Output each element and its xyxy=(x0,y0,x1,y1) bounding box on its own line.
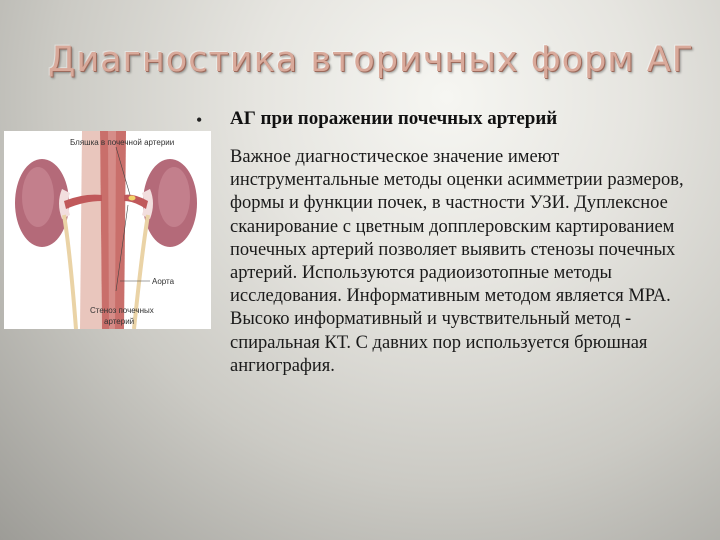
vena-cava xyxy=(80,131,102,329)
stenosis-label-line2: артерий xyxy=(104,317,135,326)
bullet-marker: • xyxy=(196,110,203,130)
aorta-label: Аорта xyxy=(152,277,175,286)
slide-title: Диагностика вторичных форм АГ xyxy=(48,40,695,80)
plaque-label: Бляшка в почечной артерии xyxy=(70,138,175,147)
plaque-marker xyxy=(129,196,136,201)
left-ureter xyxy=(64,215,76,329)
body-text: Важное диагностическое значение имеют инструментальные методы оценки асимметрии размеров, формы и функции почек, в частности УЗИ. Дуплексное сканирование с цветным допплеровским картированием почечных артерий позволяет выявить стенозы почечных артерий. Используются радиоизотопные методы исследования. Информативным методом является МРА. Высоко информативный и чувствительный метод - спиральная КТ. С давних пор используется брюшная ангиография. xyxy=(230,147,684,376)
kidney-diagram xyxy=(4,131,211,329)
kidney-illustration xyxy=(4,131,211,329)
stenosis-label-line1: Стеноз почечных xyxy=(90,306,154,315)
section-heading: АГ при поражении почечных артерий xyxy=(230,108,558,129)
